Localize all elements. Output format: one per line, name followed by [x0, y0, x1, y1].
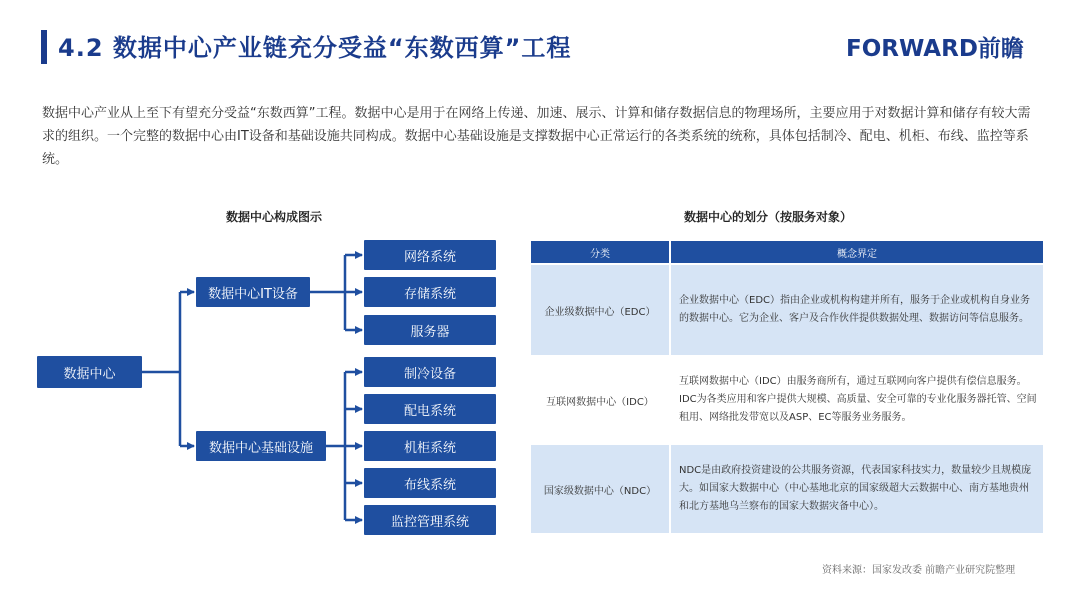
node-infra-item: 配电系统: [364, 394, 496, 424]
forward-logo: FORWARD前瞻: [846, 36, 1024, 62]
node-infra-item: 布线系统: [364, 468, 496, 498]
table-row: [531, 355, 1043, 445]
node-infra-item: 机柜系统: [364, 431, 496, 461]
node-root: 数据中心: [37, 356, 142, 388]
node-it-item: 服务器: [364, 315, 496, 345]
page-title: 4.2 数据中心产业链充分受益“东数西算”工程: [58, 34, 572, 62]
table-header-row: [531, 241, 1043, 263]
node-infra-item: 监控管理系统: [364, 505, 496, 535]
diagram-title: 数据中心构成图示: [226, 210, 323, 224]
table-header-definition: 概念界定: [671, 241, 1043, 263]
table-row: [531, 265, 1043, 355]
table-cell-category: 企业级数据中心（EDC）: [531, 265, 671, 355]
node-infra-group: 数据中心基础设施: [196, 431, 326, 461]
node-it-group: 数据中心IT设备: [196, 277, 310, 307]
table-cell-category: 国家级数据中心（NDC）: [531, 445, 671, 533]
table-cell-category: 互联网数据中心（IDC）: [531, 355, 671, 445]
classification-table: [531, 241, 1043, 533]
table-cell-definition: NDC是由政府投资建设的公共服务资源，代表国家科技实力，数量较少且规模庞大。如国家大数据中心（中心基地北京的国家级超大云数据中心、南方基地贵州和北方基地乌兰察布的国家大数据灾备中心）。: [671, 445, 1043, 533]
intro-paragraph: 数据中心产业从上至下有望充分受益“东数西算”工程。数据中心是用于在网络上传递、加速、展示、计算和储存数据信息的物理场所，主要应用于对数据计算和储存有较大需求的组织。一个完整的数据中心由IT设备和基础设施共同构成。数据中心基础设施是支撑数据中心正常运行的各类系统的统称，具体包括制冷、配电、机柜、布线、监控等系统。: [42, 106, 1031, 167]
node-it-item: 网络系统: [364, 240, 496, 270]
table-cell-definition: 企业数据中心（EDC）指由企业或机构构建并所有，服务于企业或机构自身业务的数据中心。它为企业、客户及合作伙伴提供数据处理、数据访问等信息服务。: [671, 265, 1043, 355]
source-note: 资料来源：国家发改委 前瞻产业研究院整理: [822, 565, 1016, 576]
table-row: [531, 445, 1043, 533]
table-title: 数据中心的划分（按服务对象）: [684, 210, 853, 224]
table-header-category: 分类: [531, 241, 671, 263]
node-infra-item: 制冷设备: [364, 357, 496, 387]
node-it-item: 存储系统: [364, 277, 496, 307]
table-cell-definition: 互联网数据中心（IDC）由服务商所有，通过互联网向客户提供有偿信息服务。IDC为各类应用和客户提供大规模、高质量、安全可靠的专业化服务器托管、空间租用、网络批发带宽以及ASP、EC等服务业务服务。: [679, 376, 1037, 423]
